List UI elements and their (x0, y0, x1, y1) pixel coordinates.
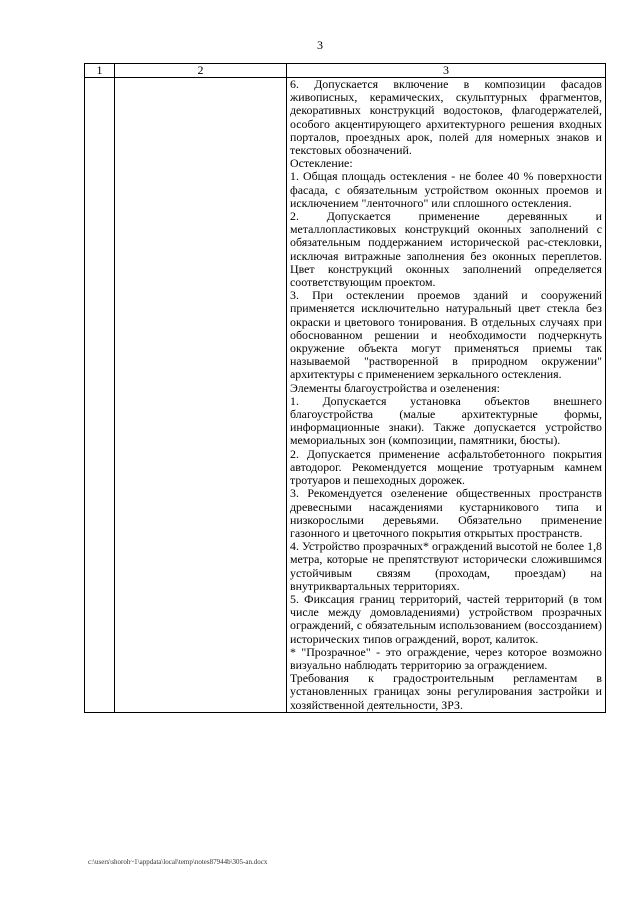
paragraph: 1. Допускается установка объектов внешнего благоустройства (малые архитектурные формы, информационные знаки). Также допускается устройство мемориальных зон (композиции, памятники, бюсты). (290, 393, 602, 448)
header-col-3: 3 (287, 64, 606, 78)
footer-file-path: c:\users\shoroh~1\appdata\local\temp\notes87944b\305-an.docx (88, 858, 268, 866)
content-text (287, 78, 605, 712)
table-row (85, 78, 606, 713)
table-header-row (85, 64, 606, 78)
paragraph: 3. Рекомендуется озеленение общественных пространств древесными насаждениями кустарникового типа и низкорослыми деревьями. Обязательно применение газонного и цветочного покрытия открытых пространств. (290, 486, 602, 540)
page-number: 3 (317, 38, 323, 52)
cell-col-1 (85, 78, 115, 713)
paragraph: 2. Допускается применение асфальтобетонного покрытия автодорог. Рекомендуется мощение тротуарным камнем тротуаров и пешеходных дорожек. (290, 446, 602, 488)
cell-col-3 (287, 78, 606, 713)
paragraph: 3. При остеклении проемов зданий и сооружений применяется исключительно натуральный цвет стекла без окраски и цветового тонирования. В отдельных случаях при обоснованном решении и необходимости подчеркнуть окружение объекта могут применяться приемы так называемой "растворенной в природном окружении" архитектуры с применением зеркального остекления. (290, 288, 602, 382)
document-table (84, 63, 606, 713)
cell-col-2 (115, 78, 287, 713)
paragraph: Остекление: (290, 156, 353, 171)
header-col-2: 2 (115, 64, 287, 78)
paragraph: Элементы благоустройства и озеленения: (290, 380, 500, 395)
header-col-1: 1 (85, 64, 115, 78)
paragraph: 5. Фиксация границ территорий, частей территорий (в том числе между домовладениями) устройством прозрачных ограждений, с обязательным использованием (воссозданием) исторических типов ограждений, ворот, калиток. (290, 591, 602, 646)
paragraph: 4. Устройство прозрачных* ограждений высотой не более 1,8 метра, которые не препятствуют исторически сложившимся устойчивым связям (проходам, проездам) на внутриквартальных территориях. (290, 539, 602, 593)
paragraph: * "Прозрачное" - это ограждение, через которое возможно визуально наблюдать территорию за ограждением. (290, 644, 602, 672)
paragraph: Требования к градостроительным регламентам в установленных границах зоны регулирования застройки и хозяйственной деятельности, ЗРЗ. (290, 671, 602, 712)
paragraph: 2. Допускается применение деревянных и металлопластиковых конструкций оконных заполнений с обязательным поддержанием исторической рас-стекловки, исключая витражные заполнения без оконных переплетов. Цвет конструкций оконных заполнений определяется соответствующим проектом. (290, 209, 602, 290)
paragraph: 6. Допускается включение в композиции фасадов живописных, керамических, скульптурных фрагментов, декоративных конструкций водостоков, флагодержателей, особого акцентирующего архитектурного решения входных порталов, проездных арок, полей для номерных знаков и текстовых обозначений. (290, 77, 602, 158)
paragraph: 1. Общая площадь остекления - не более 40 % поверхности фасада, с обязательным устройством оконных проемов и исключением "ленточного" или сплошного остекления. (290, 169, 602, 210)
